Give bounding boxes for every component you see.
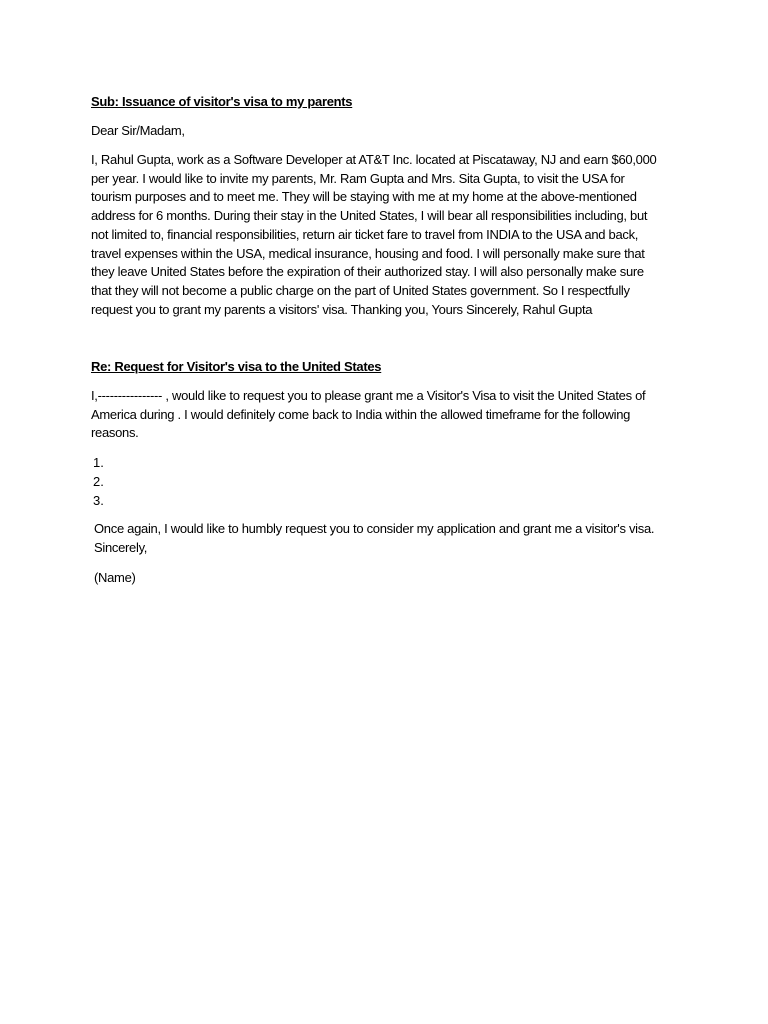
letter1-body-line: I, Rahul Gupta, work as a Software Developer at AT&T Inc. located at Piscataway, NJ and earn $60,000 (91, 152, 657, 167)
letter2-body-line: America during . I would definitely come back to India within the allowed timeframe for the following (91, 406, 631, 422)
letter2-closing-line: Once again, I would like to humbly request you to consider my application and grant me a visitor's visa. (94, 521, 655, 536)
letter1-body-line: travel expenses within the USA, medical insurance, housing and food. I will personally make sure that (91, 245, 645, 261)
letter1-body-line: address for 6 months. During their stay in the United States, I will bear all responsibilities including, but (91, 208, 648, 224)
letter1-body (91, 151, 656, 319)
letter1-body-line: per year. I would like to invite my parents, Mr. Ram Gupta and Mrs. Sita Gupta, to visit the USA for (91, 170, 625, 186)
letter1-body-line: not limited to, financial responsibilities, return air ticket fare to travel from INDIA to the USA and back, (91, 226, 639, 242)
letter2-body (91, 387, 645, 443)
list-item: 3. (93, 493, 104, 508)
letter2-closing-line: Sincerely, (94, 539, 148, 555)
letter1-body-line: request you to grant my parents a visitors' visa. Thanking you, Yours Sincerely, Rahul Gupta (91, 301, 593, 317)
list-item: 2. (93, 474, 104, 489)
list-item: 1. (93, 455, 104, 470)
letter1-body-line: tourism purposes and to meet me. They will be staying with me at my home at the above-mentioned (91, 189, 637, 205)
letter1-salutation: Dear Sir/Madam, (91, 123, 185, 138)
letter2-signature: (Name) (94, 570, 136, 585)
letter2-subject: Re: Request for Visitor's visa to the United States (91, 359, 382, 374)
letter1-body-line: that they will not become a public charge on the part of United States government. So I respectfully (91, 282, 630, 298)
letter2-body-line: I,---------------- , would like to request you to please grant me a Visitor's Visa to visit the United States of (91, 388, 646, 403)
letter1-subject: Sub: Issuance of visitor's visa to my parents (91, 94, 353, 109)
letter1-body-line: they leave United States before the expiration of their authorized stay. I will also personally make sure (91, 264, 644, 280)
letter2-closing (94, 520, 654, 557)
letter2-body-line: reasons. (91, 425, 139, 441)
